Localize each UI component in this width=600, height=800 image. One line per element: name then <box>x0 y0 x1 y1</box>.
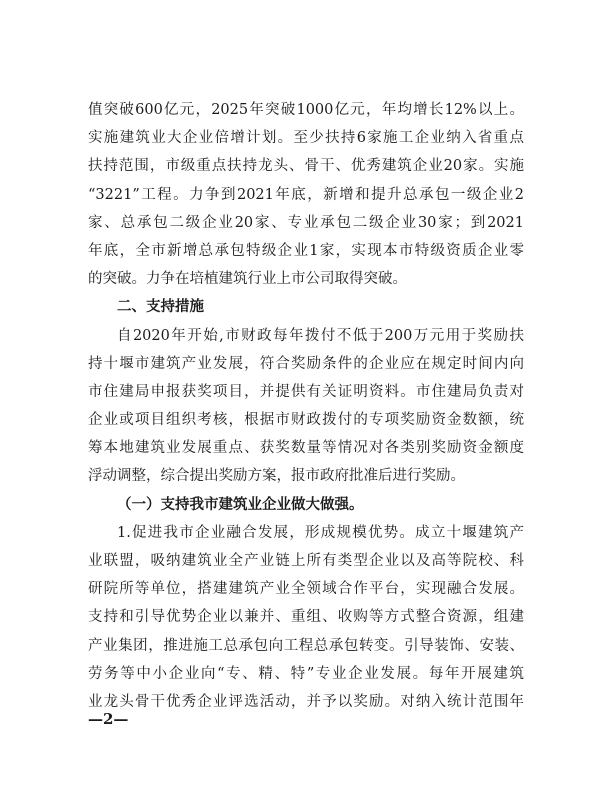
text-line: 的突破。力争在培植建筑行业上市公司取得突破。 <box>88 271 407 288</box>
text-line: 持十堰市建筑产业发展，符合奖励条件的企业应在规定时间内向 <box>88 355 524 372</box>
text-line: “3221”工程。力争到2021年底，新增和提升总承包一级企业2 <box>88 186 524 203</box>
text-line: 市住建局申报获奖项目，并提供有关证明资料。市住建局负责对 <box>88 383 524 400</box>
text-line: 企业或项目组织考核，根据市财政拨付的专项奖励资金数额，统 <box>88 412 524 429</box>
text-line: 劳务等中小企业向“专、精、特”专业企业发展。每年开展建筑 <box>88 665 524 682</box>
text-line: 产业集团，推进施工总承包向工程总承包转变。引导装饰、安装、 <box>88 637 524 654</box>
text-line: 浮动调整，综合提出奖励方案，报市政府批准后进行奖励。 <box>88 468 465 485</box>
text-line: 年底，全市新增总承包特级企业1家，实现本市特级资质企业零 <box>88 242 524 259</box>
text-line: 筹本地建筑业发展重点、获奖数量等情况对各类别奖励资金额度 <box>88 440 524 457</box>
text-line: 研院所等单位，搭建建筑产业全领域合作平台，实现融合发展。 <box>88 581 524 598</box>
text-line: 自2020年开始,市财政每年拨付不低于200万元用于奖励扶 <box>117 327 524 344</box>
paragraph-enterprise-integration <box>88 519 524 716</box>
text-line: 业联盟，吸纳建筑业全产业链上所有类型企业以及高等院校、科 <box>88 553 524 569</box>
paragraph-support-measures <box>88 322 524 491</box>
subsection-heading-1: （一）支持我市建筑业企业做大做强。 <box>117 495 364 513</box>
page-number: —2— <box>88 710 129 728</box>
text-line: 支持和引导优势企业以兼并、重组、收购等方式整合资源，组建 <box>88 609 524 626</box>
text-line: 家、总承包二级企业20家、专业承包二级企业30家；到2021 <box>88 214 524 231</box>
text-line: 业龙头骨干优秀企业评选活动，并予以奖励。对纳入统计范围年 <box>88 693 524 710</box>
section-heading-support-measures: 二、支持措施 <box>117 299 204 316</box>
text-line: 值突破600亿元，2025年突破1000亿元，年均增长12%以上。 <box>88 102 524 118</box>
text-line: 扶持范围，市级重点扶持龙头、骨干、优秀建筑企业20家。实施 <box>88 158 524 175</box>
text-line: 实施建筑业大企业倍增计划。至少扶持6家施工企业纳入省重点 <box>88 130 524 147</box>
text-line: 1.促进我市企业融合发展，形成规模优势。成立十堰建筑产 <box>117 524 524 541</box>
document-body <box>88 96 524 716</box>
paragraph-development-goals <box>88 96 524 293</box>
